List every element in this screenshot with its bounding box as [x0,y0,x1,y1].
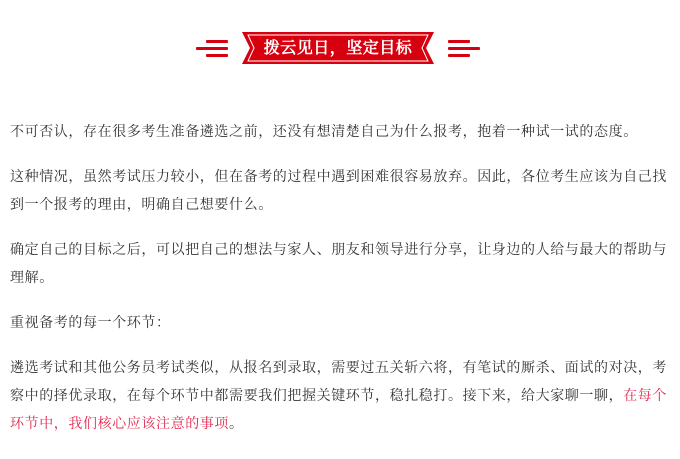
paragraph-5-text: 遴选考试和其他公务员考试类似，从报名到录取，需要过五关斩六将，有笔试的厮杀、面试的对决，考察中的择优录取，在每个环节中都需要我们把握关键环节，稳扎稳打。接下来，给大家聊一聊， [10,360,667,404]
article-body [10,118,672,455]
banner-title: 拨云见日，坚定目标 [263,38,413,57]
section-banner [0,26,680,70]
paragraph-4: 重视备考的每一个环节： [10,315,171,331]
decorative-stripes-left [196,40,230,58]
paragraph-5 [10,354,672,438]
paragraph-3: 确定自己的目标之后，可以把自己的想法与家人、朋友和领导进行分享，让身边的人给与最大的帮助与理解。 [10,242,667,286]
paragraph-5-end: 。 [229,416,244,432]
decorative-stripes-right [448,40,482,58]
title-ribbon [236,32,440,64]
paragraph-1: 不可否认，存在很多考生准备遴选之前，还没有想清楚自己为什么报考，抱着一种试一试的态度。 [10,124,638,140]
paragraph-2: 这种情况，虽然考试压力较小，但在备考的过程中遇到困难很容易放弃。因此，各位考生应该为自己找到一个报考的理由，明确自己想要什么。 [10,169,667,213]
highlighted-text: 在每个环节中，我们核心应该注意的事项 [10,388,668,432]
